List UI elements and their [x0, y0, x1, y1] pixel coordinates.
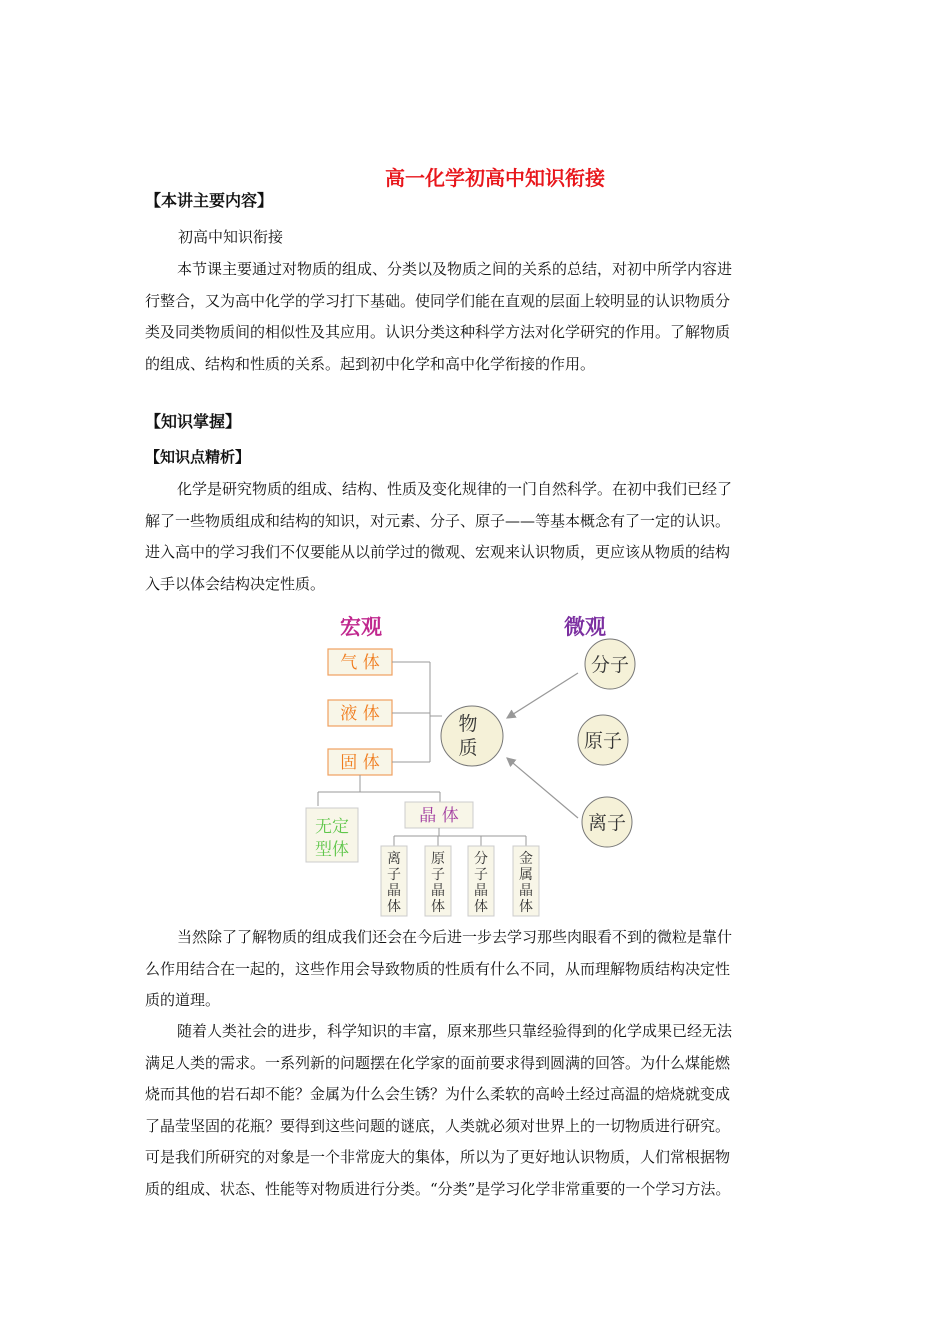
crystal-types-connector: [394, 828, 526, 846]
para2-line: 质的道理。: [145, 991, 221, 1009]
main-content-subtitle: 初高中知识衔接: [178, 228, 284, 246]
ionic-crystal-char: 晶: [387, 883, 401, 899]
atomic-crystal-char: 原: [431, 851, 445, 867]
metallic-crystal-char: 体: [519, 899, 533, 915]
para1-line: 入手以体会结构决定性质。: [145, 574, 326, 593]
intro-line: 类及同类物质间的相似性及其应用。认识分类这种科学方法对化学研究的作用。了解物质: [145, 323, 731, 341]
atom-node: [578, 715, 628, 765]
para3-line: 满足人类的需求。一系列新的问题摆在化学家的面前要求得到圆满的回答。为什么煤能燃: [145, 1053, 731, 1072]
paragraph-3: [145, 1016, 825, 1205]
para1-line: 解了一些物质组成和结构的知识，对元素、分子、原子——等基本概念有了一定的认识。: [145, 511, 731, 530]
molecule-label: 分子: [590, 654, 630, 676]
states-connector: [392, 662, 442, 762]
macro-label: 宏观: [340, 614, 382, 639]
micro-label: 微观: [564, 614, 606, 639]
metallic-crystal-char: 属: [519, 867, 533, 883]
intro-line: 的组成、结构和性质的关系。起到初中化学和高中化学衔接的作用。: [145, 354, 596, 373]
gas-box: [328, 649, 392, 675]
amorphous-box: [306, 808, 358, 862]
para3-line: 了晶莹坚固的花瓶？要得到这些问题的谜底，人类就必须对世界上的一切物质进行研究。: [145, 1116, 731, 1135]
atomic-crystal-char: 晶: [431, 883, 445, 899]
atomic-crystal-char: 体: [431, 899, 445, 915]
matter-label-1: 物: [458, 713, 478, 735]
molecular-crystal-box: [468, 846, 494, 916]
para3-line: 可是我们所研究的对象是一个非常庞大的集体，所以为了更好地认识物质，人们常根据物: [145, 1148, 731, 1166]
ion-node: [582, 797, 632, 847]
atomic-crystal-box: [425, 846, 451, 916]
paragraph-1: [145, 474, 825, 600]
ionic-crystal-char: 子: [387, 867, 401, 883]
metallic-crystal-char: 晶: [519, 883, 533, 899]
molecule-node: [585, 639, 635, 689]
para1-line: 进入高中的学习我们不仅要能从以前学过的微观、宏观来认识物质，更应该从物质的结构: [145, 543, 731, 561]
atom-label: 原子: [583, 730, 623, 752]
ion-label: 离子: [587, 812, 627, 834]
knowledge-subheading: 【知识点精析】: [145, 448, 251, 466]
matter-classification-diagram: [300, 606, 660, 922]
para2-line: 么作用结合在一起的，这些作用会导致物质的性质有什么不同，从而理解物质结构决定性: [145, 959, 731, 978]
matter-node: [441, 706, 503, 766]
molecular-crystal-char: 体: [474, 899, 488, 915]
para3-line: 随着人类社会的进步，科学知识的丰富，原来那些只靠经验得到的化学成果已经无法: [177, 1022, 733, 1040]
ion-arrow: [507, 758, 578, 818]
crystal-label: 晶 体: [419, 806, 459, 826]
ionic-crystal-char: 离: [387, 851, 401, 867]
ionic-crystal-char: 体: [387, 899, 401, 915]
molecule-arrow: [507, 673, 578, 718]
amorphous-label-1: 无定: [315, 817, 349, 837]
metallic-crystal-box: [513, 846, 539, 916]
amorphous-label-2: 型体: [315, 840, 349, 860]
paragraph-2: [145, 922, 825, 1017]
solid-label: 固 体: [340, 753, 380, 773]
intro-line: 本节课主要通过对物质的组成、分类以及物质之间的关系的总结，对初中所学内容进: [177, 260, 733, 278]
para3-line: 质的组成、状态、性能等对物质进行分类。“分类”是学习化学非常重要的一个学习方法。: [145, 1179, 731, 1198]
para3-line: 烧而其他的岩石却不能？金属为什么会生锈？为什么柔软的高岭土经过高温的焙烧就变成: [145, 1085, 731, 1103]
para1-line: 化学是研究物质的组成、结构、性质及变化规律的一门自然科学。在初中我们已经了: [177, 480, 733, 498]
liquid-box: [328, 700, 392, 726]
solid-box: [328, 749, 392, 775]
molecular-crystal-char: 子: [474, 867, 488, 883]
para2-line: 当然除了了解物质的组成我们还会在今后进一步去学习那些肉眼看不到的微粒是靠什: [177, 928, 733, 946]
liquid-label: 液 体: [340, 704, 380, 724]
solid-tree-connector: [318, 775, 440, 806]
main-content-heading: 【本讲主要内容】: [145, 191, 274, 210]
atomic-crystal-char: 子: [431, 867, 445, 883]
metallic-crystal-char: 金: [519, 851, 533, 867]
knowledge-heading: 【知识掌握】: [145, 412, 242, 431]
matter-label-2: 质: [458, 737, 478, 759]
intro-line: 行整合，又为高中化学的学习打下基础。使同学们能在直观的层面上较明显的认识物质分: [145, 291, 731, 310]
crystal-box: [405, 802, 473, 828]
document-title: 高一化学初高中知识衔接: [385, 166, 605, 190]
gas-label: 气 体: [340, 653, 380, 673]
intro-paragraph: [145, 254, 825, 380]
molecular-crystal-char: 分: [474, 851, 488, 867]
ionic-crystal-box: [381, 846, 407, 916]
molecular-crystal-char: 晶: [474, 883, 488, 899]
